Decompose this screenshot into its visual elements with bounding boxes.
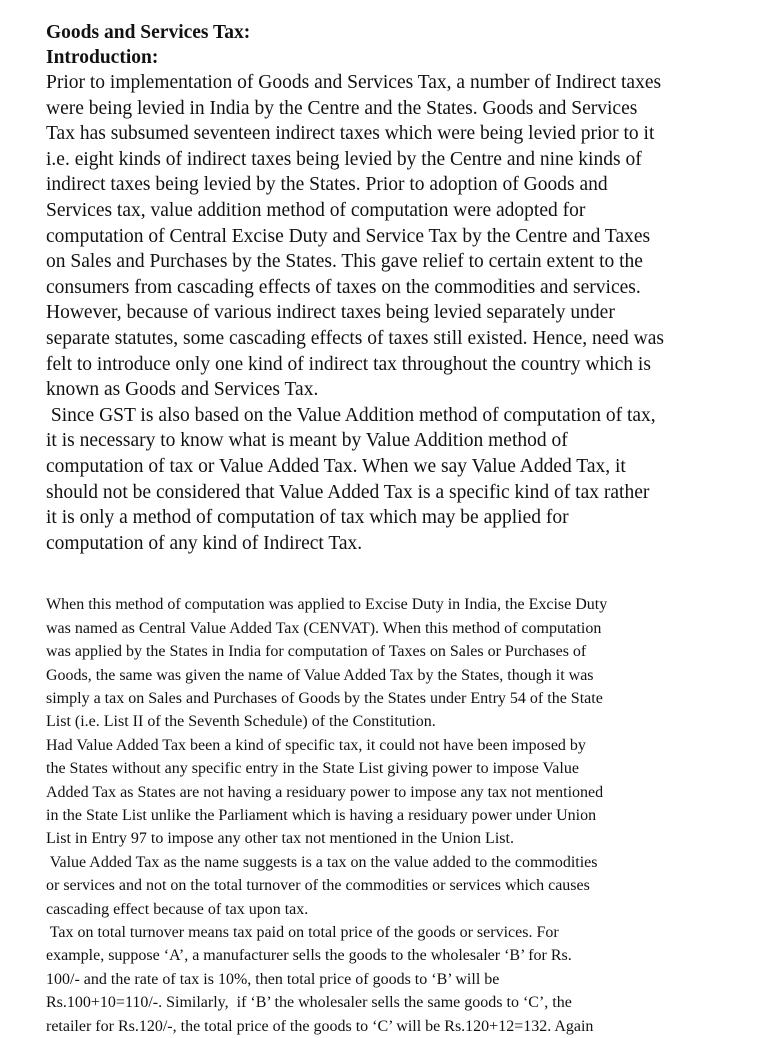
paragraph-turnover-example (46, 921, 726, 1038)
text-line: Rs.100+10=110/-. Similarly, if ‘B’ the wholesaler sells the same goods to ‘C’, the (46, 994, 572, 1012)
text-line: were being levied in India by the Centre and the States. Goods and Services (46, 97, 638, 119)
text-line: consumers from cascading effects of taxes on the commodities and services. (46, 276, 641, 298)
paragraph-intro (46, 70, 726, 403)
text-line: should not be considered that Value Added Tax is a specific kind of tax rather (46, 481, 650, 503)
text-line: known as Goods and Services Tax. (46, 379, 319, 401)
text-line: When this method of computation was applied to Excise Duty in India, the Excise Duty (46, 596, 608, 614)
text-line: it is only a method of computation of tax which may be applied for (46, 507, 569, 529)
text-line: was applied by the States in India for computation of Taxes on Sales or Purchases of (46, 643, 587, 661)
text-line: was named as Central Value Added Tax (CENVAT). When this method of computation (46, 619, 602, 637)
text-line: Services tax, value addition method of computation were adopted for (46, 199, 586, 221)
text-line: felt to introduce only one kind of indirect tax throughout the country which is (46, 353, 651, 375)
text-line: Since GST is also based on the Value Addition method of computation of tax, (46, 404, 656, 426)
text-line: computation of any kind of Indirect Tax. (46, 532, 363, 554)
text-line: Had Value Added Tax been a kind of specific tax, it could not have been imposed by (46, 736, 586, 754)
text-line: 100/- and the rate of tax is 10%, then total price of goods to ‘B’ will be (46, 970, 500, 988)
paragraph-cenvat (46, 593, 726, 733)
text-line: on Sales and Purchases by the States. This gave relief to certain extent to the (46, 251, 643, 273)
document-page (46, 20, 726, 1038)
text-line: Prior to implementation of Goods and Services Tax, a number of Indirect taxes (46, 72, 662, 93)
text-line: indirect taxes being levied by the States. Prior to adoption of Goods and (46, 174, 608, 196)
text-line: i.e. eight kinds of indirect taxes being levied by the Centre and nine kinds of (46, 148, 642, 170)
text-line: cascading effect because of tax upon tax. (46, 900, 309, 918)
text-line: in the State List unlike the Parliament which is having a residuary power under Union (46, 806, 597, 824)
text-line: computation of tax or Value Added Tax. When we say Value Added Tax, it (46, 455, 626, 477)
text-line: List (i.e. List II of the Seventh Schedule) of the Constitution. (46, 713, 436, 731)
document-title: Goods and Services Tax: (46, 22, 251, 43)
paragraph-gst-value-addition (46, 403, 726, 557)
text-line: example, suppose ‘A’, a manufacturer sells the goods to the wholesaler ‘B’ for Rs. (46, 947, 572, 965)
text-line: Tax has subsumed seventeen indirect taxes which were being levied prior to it (46, 123, 655, 145)
paragraph-spacer (46, 556, 726, 593)
text-line: Value Added Tax as the name suggests is a tax on the value added to the commodities (46, 853, 598, 871)
paragraph-value-added-tax (46, 851, 726, 921)
text-line: Tax on total turnover means tax paid on total price of the goods or services. For (46, 923, 559, 941)
text-line: simply a tax on Sales and Purchases of Goods by the States under Entry 54 of the State (46, 689, 603, 707)
text-line: it is necessary to know what is meant by Value Addition method of (46, 430, 568, 452)
text-line: the States without any specific entry in the State List giving power to impose Value (46, 760, 579, 778)
paragraph-residuary-power (46, 734, 726, 851)
text-line: Goods, the same was given the name of Value Added Tax by the States, though it was (46, 666, 594, 684)
text-line: List in Entry 97 to impose any other tax not mentioned in the Union List. (46, 830, 514, 848)
text-line: or services and not on the total turnover of the commodities or services which causes (46, 877, 590, 895)
text-line: separate statutes, some cascading effects of taxes still existed. Hence, need was (46, 327, 664, 349)
section-heading-introduction: Introduction: (46, 47, 159, 68)
text-line: retailer for Rs.120/-, the total price of the goods to ‘C’ will be Rs.120+12=132. Again (46, 1017, 594, 1035)
text-line: Added Tax as States are not having a residuary power to impose any tax not mentioned (46, 783, 604, 801)
text-line: However, because of various indirect taxes being levied separately under (46, 302, 615, 324)
text-line: computation of Central Excise Duty and Service Tax by the Centre and Taxes (46, 225, 651, 247)
